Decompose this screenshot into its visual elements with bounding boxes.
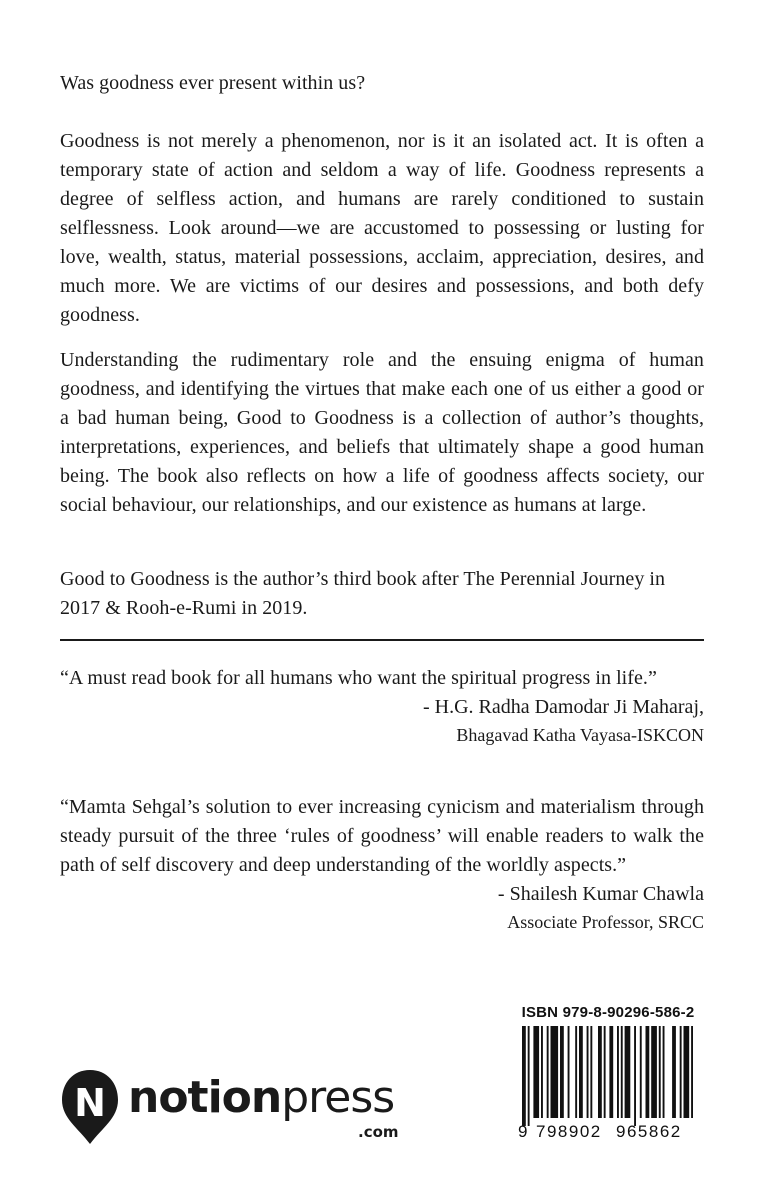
- barcode-bar: [634, 1026, 636, 1126]
- barcode-bar: [617, 1026, 619, 1118]
- blurb-paragraph-1: Goodness is not merely a phenomenon, nor is it an isolated act. It is often a temporary state of action and seldom a way of life. Goodness represents a degree of selfless action, and humans are rarely conditioned to sustain selflessness. Look around—we are accustomed to possessing or lusting for love, wealth, status, material possessions, acclaim, appreciation, desires, and much more. We are victims of our desires and possessions, and both defy goodness.: [60, 130, 704, 326]
- barcode-bar: [604, 1026, 606, 1118]
- barcode-bar: [691, 1026, 693, 1118]
- barcode-bar: [528, 1026, 530, 1126]
- barcode-bar: [568, 1026, 570, 1118]
- barcode-bar: [640, 1026, 642, 1118]
- barcode-bar: [522, 1026, 526, 1126]
- testimonial-2: [60, 793, 704, 936]
- publisher-name-bold: notion: [128, 1072, 282, 1123]
- testimonial-author-role: Associate Professor, SRCC: [507, 912, 704, 932]
- testimonial-quote: “A must read book for all humans who want the spiritual progress in life.”: [60, 667, 657, 689]
- lead-question: Was goodness ever present within us?: [60, 72, 366, 94]
- barcode-bar: [659, 1026, 661, 1118]
- barcode-bar: [684, 1026, 690, 1118]
- barcode-icon: [518, 1026, 698, 1126]
- barcode-bar: [672, 1026, 676, 1118]
- barcode-bar: [598, 1026, 602, 1118]
- testimonial-author: - Shailesh Kumar Chawla: [497, 883, 704, 905]
- publisher-logo: [58, 1066, 398, 1146]
- barcode-bar: [663, 1026, 665, 1118]
- barcode-bar: [575, 1026, 577, 1118]
- publisher-name-light: press: [281, 1072, 395, 1123]
- barcode-bar: [651, 1026, 657, 1118]
- barcode-digit-first: 9: [518, 1122, 528, 1141]
- barcode-bar: [625, 1026, 631, 1118]
- barcode-bar: [609, 1026, 613, 1118]
- barcode-bar: [560, 1026, 564, 1118]
- isbn-label: ISBN 979-8-90296-586-2: [521, 1004, 695, 1021]
- testimonial-1: [60, 664, 704, 749]
- barcode-bar: [579, 1026, 583, 1118]
- barcode-digits-right: 965862: [616, 1122, 682, 1141]
- testimonial-author: - H.G. Radha Damodar Ji Maharaj,: [422, 696, 704, 718]
- logo-letter: N: [74, 1081, 106, 1125]
- blurb-paragraph-3: Good to Goodness is the author’s third book after The Perennial Journey in 2017 & Rooh-e-Rumi in 2019.: [60, 568, 666, 619]
- barcode-bar: [533, 1026, 539, 1118]
- barcode-bar: [680, 1026, 682, 1118]
- testimonial-quote: “Mamta Sehgal’s solution to ever increasing cynicism and materialism through steady pursuit of the three ‘rules of goodness’ will enable readers to walk the path of self discovery and deep understanding of the worldly aspects.”: [60, 796, 704, 876]
- publisher-domain: .com: [358, 1123, 399, 1141]
- barcode-bar: [587, 1026, 589, 1118]
- barcode-bar: [547, 1026, 549, 1118]
- blurb-paragraph-2: Understanding the rudimentary role and the ensuing enigma of human goodness, and identifying the virtues that make each one of us either a good or a bad human being, Good to Goodness is a collection of author’s thoughts, interpretations, experiences, and beliefs that ultimately shape a good human being. The book also reflects on how a life of goodness affects society, our social behaviour, our relationships, and our existence as humans at large.: [60, 349, 704, 516]
- barcode-bar: [621, 1026, 623, 1118]
- barcode-digits-left: 798902: [536, 1122, 602, 1141]
- barcode-bar: [590, 1026, 592, 1118]
- barcode-bar: [541, 1026, 543, 1118]
- publisher-name: [128, 1072, 394, 1123]
- isbn-barcode: [510, 1004, 706, 1146]
- barcode-bar: [646, 1026, 650, 1118]
- divider: [60, 639, 704, 641]
- testimonial-author-role: Bhagavad Katha Vayasa-ISKCON: [456, 725, 704, 745]
- notionpress-logo-icon: [58, 1066, 122, 1146]
- barcode-bar: [551, 1026, 559, 1118]
